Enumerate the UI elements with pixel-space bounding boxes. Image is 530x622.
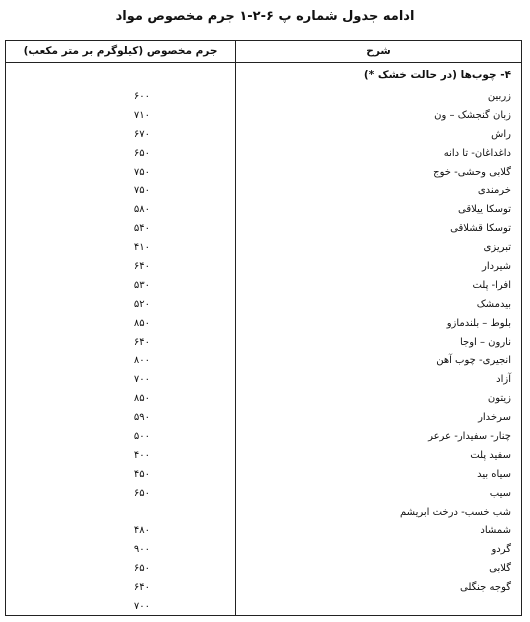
density-value: ۹۰۰ xyxy=(133,544,150,556)
table-row xyxy=(6,182,521,201)
table-row xyxy=(6,277,521,296)
density-value: ۴۵۰ xyxy=(133,468,150,480)
density-value: ۶۴۰ xyxy=(133,261,150,273)
density-value: ۸۰۰ xyxy=(133,355,150,367)
density-value: ۵۲۰ xyxy=(133,298,150,310)
table-row xyxy=(6,201,521,220)
table-row xyxy=(6,107,521,126)
density-value: ۴۱۰ xyxy=(133,242,150,254)
density-value: ۷۰۰ xyxy=(133,601,150,613)
wood-name: سرخدار xyxy=(478,412,511,424)
density-value: ۴۸۰ xyxy=(133,525,150,537)
wood-name: زیتون xyxy=(487,393,511,405)
table-row xyxy=(6,239,521,258)
density-value: ۴۰۰ xyxy=(133,449,150,461)
table-row xyxy=(6,164,521,183)
table-rows xyxy=(6,88,521,617)
density-value: ۶۰۰ xyxy=(133,91,150,102)
density-value: ۸۵۰ xyxy=(133,393,150,405)
table-row xyxy=(6,485,521,504)
wood-name: آزاد xyxy=(496,374,511,386)
header-description: شرح xyxy=(366,45,391,57)
wood-name: زربین xyxy=(487,91,511,102)
table-row xyxy=(6,522,521,541)
table-row xyxy=(6,541,521,560)
wood-name: داغداغان- تا دانه xyxy=(443,147,511,159)
wood-name: شب خسب- درخت ابریشم xyxy=(400,506,511,518)
wood-name: راش xyxy=(491,128,511,140)
wood-name: بیدمشک xyxy=(476,298,511,310)
wood-name: زبان گنجشک – ون xyxy=(434,109,511,121)
density-value: ۶۵۰ xyxy=(133,147,150,159)
wood-name: گوجه جنگلی xyxy=(459,582,511,594)
table-row xyxy=(6,145,521,164)
density-value: ۶۷۰ xyxy=(133,128,150,140)
table-row xyxy=(6,315,521,334)
table-row xyxy=(6,296,521,315)
wood-name: توسکا ییلاقی xyxy=(458,204,511,216)
density-value: ۸۵۰ xyxy=(133,317,150,329)
table-row xyxy=(6,371,521,390)
table-row xyxy=(6,334,521,353)
wood-name: شیردار xyxy=(482,261,511,273)
table-row xyxy=(6,390,521,409)
wood-name: گلابی xyxy=(489,563,511,575)
wood-name: بلوط – بلندمازو xyxy=(446,317,511,329)
density-value: ۶۵۰ xyxy=(133,563,150,575)
density-value: ۷۰۰ xyxy=(133,374,150,386)
wood-name: سفید پلت xyxy=(470,449,511,461)
wood-name: سیاه بید xyxy=(477,468,511,480)
wood-name: افرا- پلت xyxy=(472,279,511,291)
wood-name: گردو xyxy=(491,544,511,556)
density-value: ۵۰۰ xyxy=(133,431,150,443)
wood-name: نارون – اوجا xyxy=(459,336,511,348)
table-row xyxy=(6,258,521,277)
table-row xyxy=(6,579,521,598)
table-row xyxy=(6,409,521,428)
header-rule xyxy=(6,62,521,63)
table-row xyxy=(6,126,521,145)
wood-name: تبریزی xyxy=(483,242,511,254)
table-row xyxy=(6,466,521,485)
table-row xyxy=(6,560,521,579)
density-value: ۶۴۰ xyxy=(133,582,150,594)
density-value: ۷۱۰ xyxy=(133,109,150,121)
density-value: ۶۵۰ xyxy=(133,487,150,499)
wood-name: انجیری- چوب آهن xyxy=(436,355,511,367)
table-row xyxy=(6,220,521,239)
density-table xyxy=(5,40,522,616)
section-title: ۴- چوب‌ها (در حالت خشک *) xyxy=(363,69,511,81)
density-value: ۷۵۰ xyxy=(133,166,150,178)
wood-name: خرمندی xyxy=(477,185,511,197)
page-title: ادامه جدول شماره پ ۶-۲-۱ جرم مخصوص مواد xyxy=(115,9,415,24)
density-value: ۷۵۰ xyxy=(133,185,150,197)
table-row xyxy=(6,504,521,523)
density-value: ۵۴۰ xyxy=(133,223,150,235)
table-row xyxy=(6,88,521,107)
table-row xyxy=(6,428,521,447)
density-value: ۵۹۰ xyxy=(133,412,150,424)
wood-name: شمشاد xyxy=(480,525,511,537)
table-row xyxy=(6,598,521,617)
table-row xyxy=(6,352,521,371)
wood-name: سیب xyxy=(489,487,511,499)
wood-name: توسکا قشلاقی xyxy=(450,223,511,235)
header-density: جرم مخصوص (کیلوگرم بر متر مکعب) xyxy=(23,45,218,57)
density-value: ۶۴۰ xyxy=(133,336,150,348)
density-value: ۵۳۰ xyxy=(133,279,150,291)
wood-name: گلابی وحشی- خوج xyxy=(433,166,511,178)
wood-name: چنار- سفیدار- عرعر xyxy=(428,431,511,443)
table-row xyxy=(6,447,521,466)
density-value: ۵۸۰ xyxy=(133,204,150,216)
